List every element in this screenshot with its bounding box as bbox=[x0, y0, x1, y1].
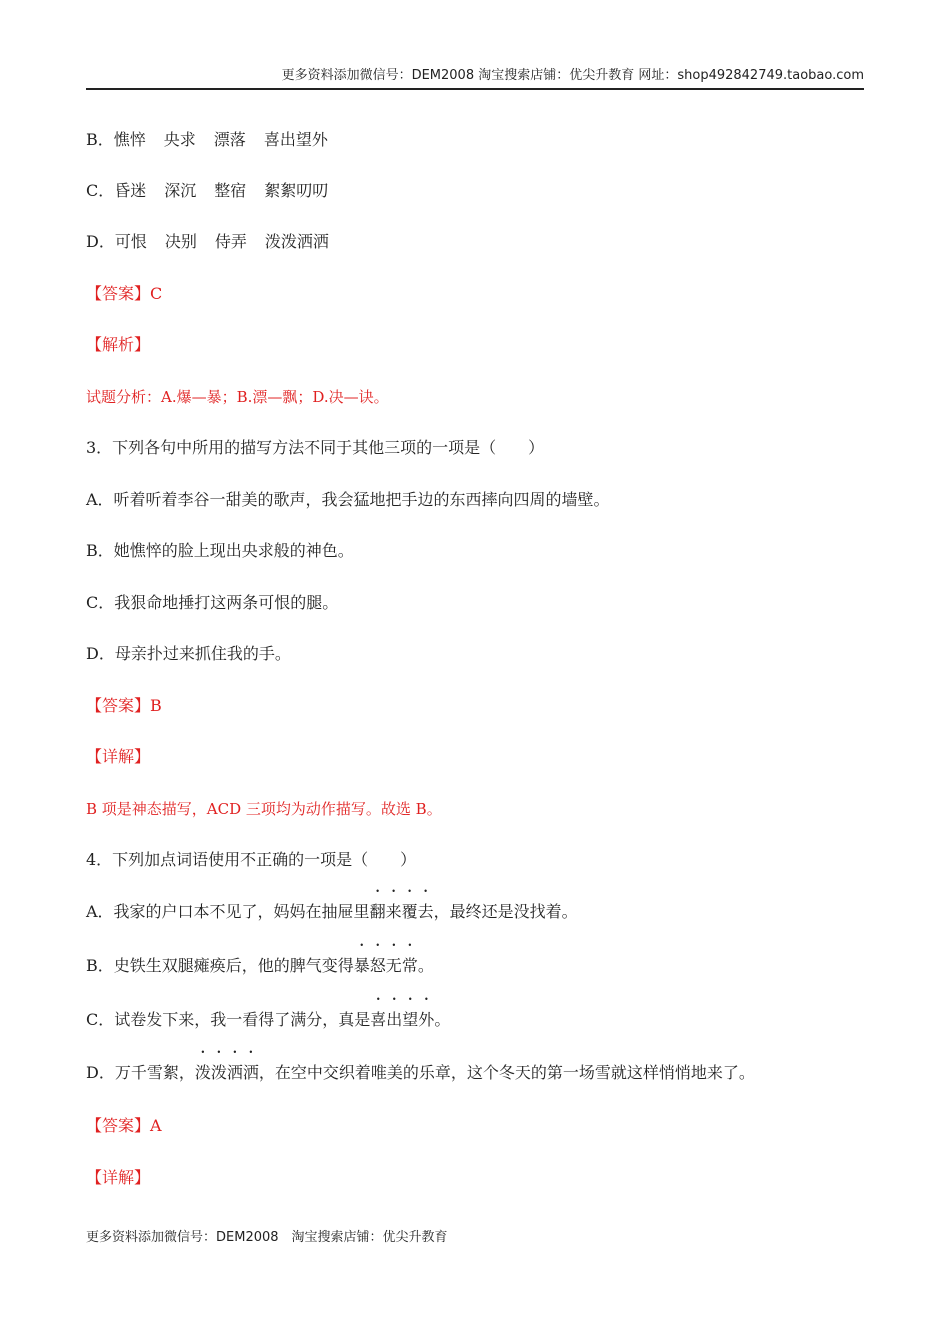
q3-detail-label: 【详解】 bbox=[86, 747, 151, 766]
q3-answer: 【答案】B bbox=[86, 696, 162, 715]
q3-option-d: D．母亲扑过来抓住我的手。 bbox=[86, 644, 291, 663]
dotted-char: 泼 bbox=[194, 1063, 211, 1082]
q2-analysis: 试题分析：A.爆—暴；B.漂—飘；D.决—诀。 bbox=[86, 388, 389, 406]
q4-answer: 【答案】A bbox=[86, 1116, 162, 1135]
q2-option-b: B．憔悴 央求 漂落 喜出望外 bbox=[86, 130, 328, 149]
dotted-char: 翻 bbox=[369, 902, 386, 921]
dotted-char: 暴 bbox=[353, 956, 370, 975]
q2-answer: 【答案】C bbox=[86, 284, 163, 303]
dotted-char: 望 bbox=[402, 1010, 419, 1029]
q3-option-c: C．我狠命地捶打这两条可恨的腿。 bbox=[86, 593, 339, 612]
q2-analysis-label: 【解析】 bbox=[86, 335, 151, 354]
q3-option-b: B．她憔悴的脸上现出央求般的神色。 bbox=[86, 541, 354, 560]
dotted-char: 出 bbox=[386, 1010, 403, 1029]
dotted-char: 来 bbox=[385, 902, 402, 921]
dotted-char: 常 bbox=[401, 956, 418, 975]
dotted-char: 洒 bbox=[226, 1063, 243, 1082]
q3-option-a: A．听着听着李谷一甜美的歌声，我会猛地把手边的东西摔向四周的墙壁。 bbox=[86, 490, 610, 509]
dotted-char: 覆 bbox=[401, 902, 418, 921]
page-header bbox=[86, 66, 864, 90]
q4-option-a: A．我家的户口本不见了，妈妈在抽屉里翻来覆去，最终还是没找着。 bbox=[86, 900, 578, 924]
page-footer: 更多资料添加微信号：DEM2008 淘宝搜索店铺：优尖升教育 bbox=[86, 1230, 448, 1245]
dotted-char: 外 bbox=[418, 1010, 435, 1029]
q4-detail-label: 【详解】 bbox=[86, 1168, 151, 1187]
q4-option-c: C．试卷发下来，我一看得了满分，真是喜出望外。 bbox=[86, 1008, 450, 1032]
q3-detail: B 项是神态描写，ACD 三项均为动作描写。故选 B。 bbox=[86, 800, 442, 818]
header-text: 更多资料添加微信号：DEM2008 淘宝搜索店铺：优尖升教育 网址：shop492842749.taobao.com bbox=[281, 68, 864, 83]
q4-option-d: D．万千雪絮，泼泼洒洒，在空中交织着唯美的乐章，这个冬天的第一场雪就这样悄悄地来了。 bbox=[86, 1061, 755, 1085]
q3-stem: 3．下列各句中所用的描写方法不同于其他三项的一项是（ ） bbox=[86, 438, 545, 457]
dotted-char: 无 bbox=[385, 956, 402, 975]
dotted-char: 怒 bbox=[369, 956, 386, 975]
dotted-char: 去 bbox=[417, 902, 434, 921]
q4-option-b: B．史铁生双腿瘫痪后，他的脾气变得暴怒无常。 bbox=[86, 954, 434, 978]
dotted-char: 泼 bbox=[210, 1063, 227, 1082]
q2-option-c: C．昏迷 深沉 整宿 絮絮叨叨 bbox=[86, 181, 329, 200]
dotted-char: 喜 bbox=[370, 1010, 387, 1029]
dotted-char: 洒 bbox=[242, 1063, 259, 1082]
q2-option-d: D．可恨 决别 侍弄 泼泼洒洒 bbox=[86, 232, 329, 251]
q4-stem: 4．下列加点词语使用不正确的一项是（ ） bbox=[86, 850, 417, 869]
